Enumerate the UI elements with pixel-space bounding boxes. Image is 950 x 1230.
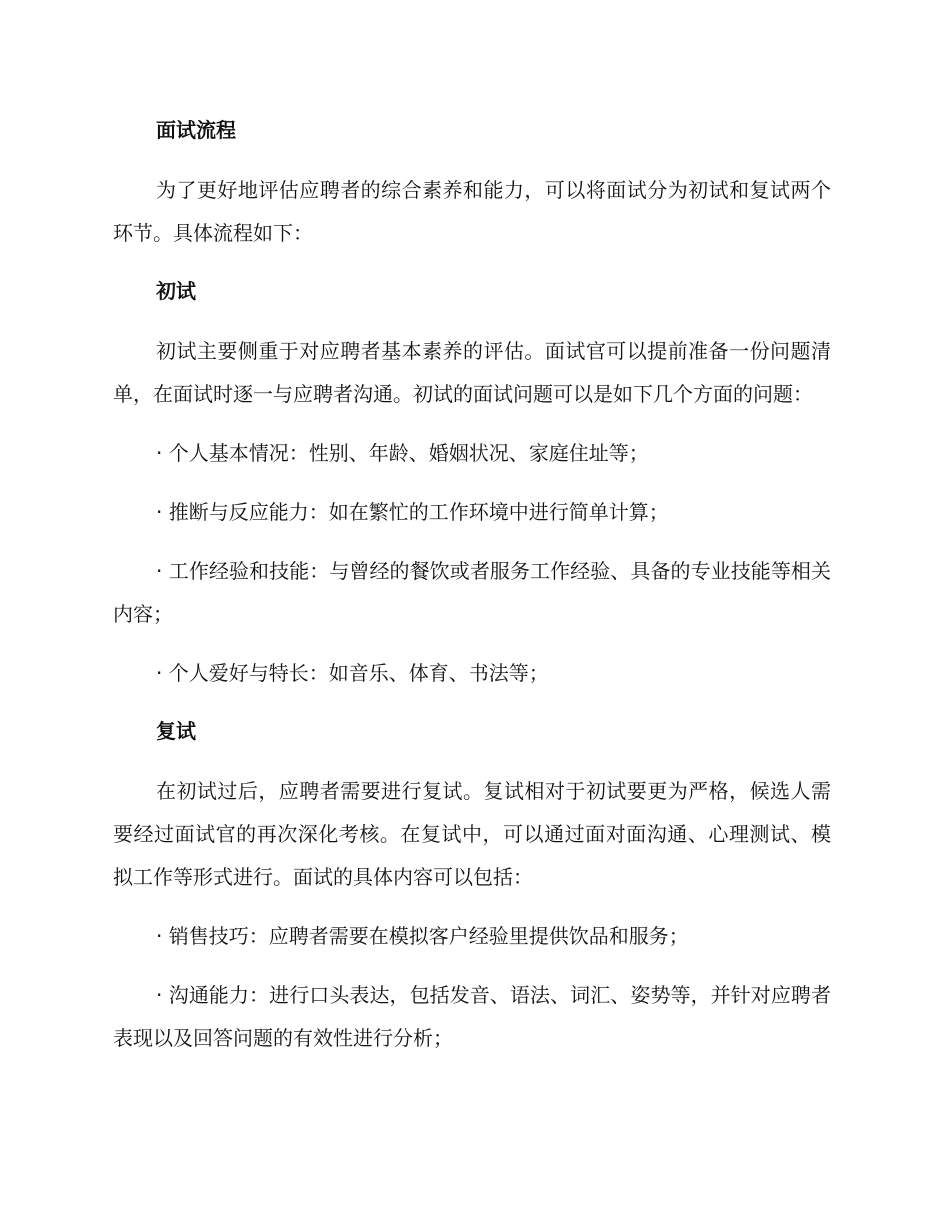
second-interview-item-sales: · 销售技巧：应聘者需要在模拟客户经验里提供饮品和服务； bbox=[156, 924, 689, 948]
first-interview-paragraph: 初试主要侧重于对应聘者基本素养的评估。面试官可以提前准备一份问题清单，在面试时逐一与应聘者沟通。初试的面试问题可以是如下几个方面的问题： bbox=[113, 339, 831, 406]
intro-paragraph: 为了更好地评估应聘者的综合素养和能力，可以将面试分为初试和复试两个环节。具体流程如下： bbox=[113, 178, 831, 245]
section-heading-second-interview: 复试 bbox=[156, 719, 196, 743]
first-interview-item-experience: · 工作经验和技能：与曾经的餐饮或者服务工作经验、具备的专业技能等相关内容； bbox=[113, 559, 831, 626]
second-interview-item-communication: · 沟通能力：进行口头表达，包括发音、语法、词汇、姿势等，并针对应聘者表现以及回答问题的有效性进行分析； bbox=[113, 983, 831, 1050]
document-body bbox=[113, 110, 831, 1060]
section-heading-interview-process: 面试流程 bbox=[156, 118, 236, 142]
first-interview-item-basic-info: · 个人基本情况：性别、年龄、婚姻状况、家庭住址等； bbox=[156, 441, 649, 465]
first-interview-item-hobbies: · 个人爱好与特长：如音乐、体育、书法等； bbox=[156, 661, 549, 685]
first-interview-item-reaction: · 推断与反应能力：如在繁忙的工作环境中进行简单计算； bbox=[156, 500, 669, 524]
section-heading-first-interview: 初试 bbox=[156, 279, 196, 303]
second-interview-paragraph: 在初试过后，应聘者需要进行复试。复试相对于初试要更为严格，候选人需要经过面试官的再次深化考核。在复试中，可以通过面对面沟通、心理测试、模拟工作等形式进行。面试的具体内容可以包括： bbox=[113, 779, 831, 889]
